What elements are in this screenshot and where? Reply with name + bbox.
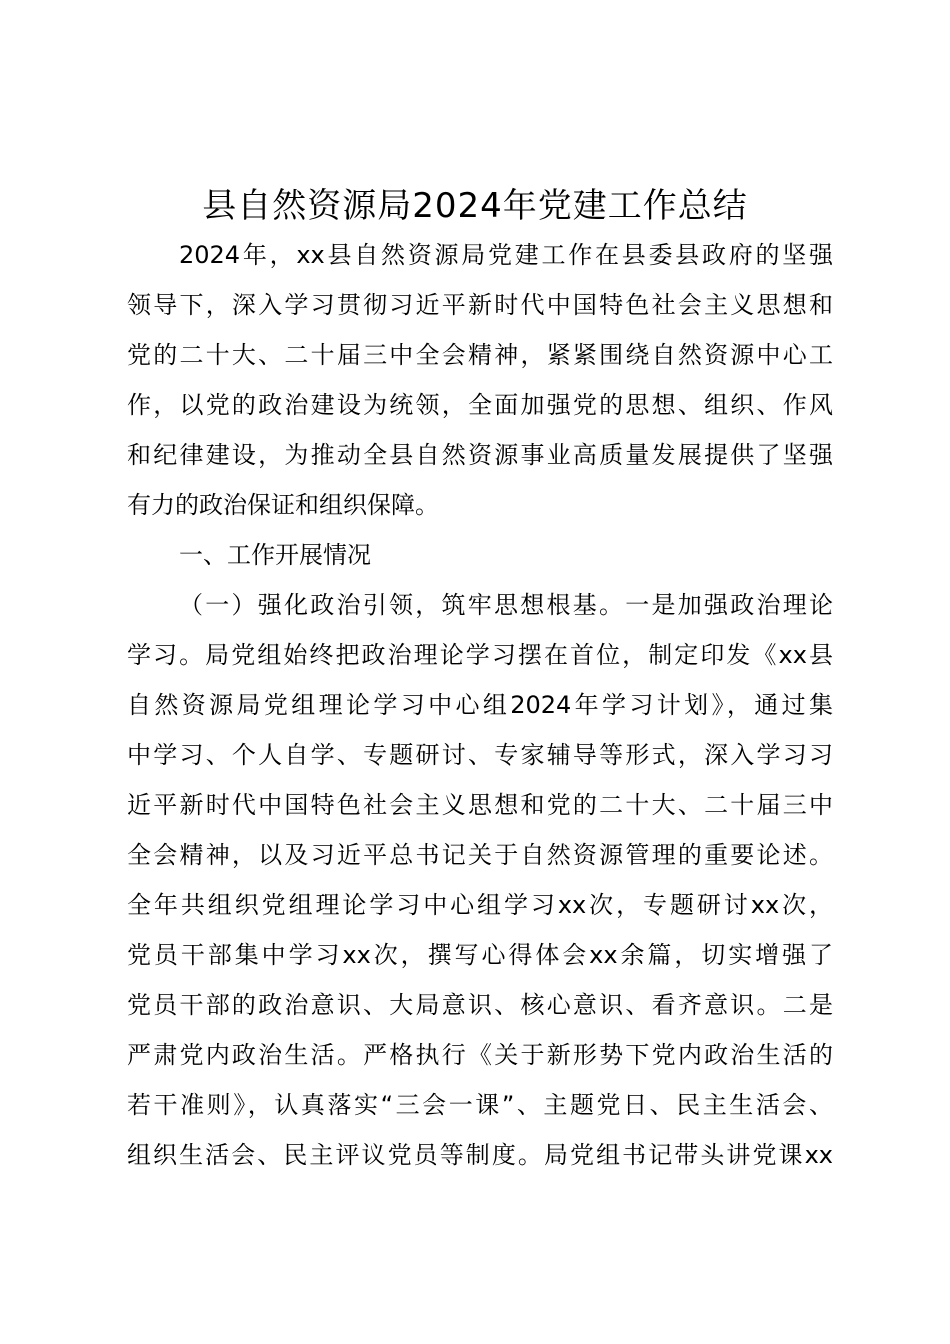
paragraph-line: 领导下，深入学习贯彻习近平新时代中国特色社会主义思想和 xyxy=(127,291,833,319)
paragraph-line: 近平新时代中国特色社会主义思想和党的二十大、二十届三中 xyxy=(127,791,833,819)
paragraph-line: 有力的政治保证和组织保障。 xyxy=(127,491,439,519)
paragraph-line: （一）强化政治引领，筑牢思想根基。一是加强政治理论 xyxy=(179,591,833,619)
paragraph-line: 全会精神，以及习近平总书记关于自然资源管理的重要论述。 xyxy=(127,841,833,869)
paragraph-line: 学习。局党组始终把政治理论学习摆在首位，制定印发《xx县 xyxy=(127,641,833,669)
section-heading: 一、工作开展情况 xyxy=(179,541,371,569)
paragraph-line: 自然资源局党组理论学习中心组2024年学习计划》，通过集 xyxy=(127,691,833,719)
paragraph-line: 组织生活会、民主评议党员等制度。局党组书记带头讲党课xx xyxy=(127,1141,833,1169)
paragraph-line: 2024年，xx县自然资源局党建工作在县委县政府的坚强 xyxy=(179,241,833,269)
paragraph-line: 全年共组织党组理论学习中心组学习xx次，专题研讨xx次， xyxy=(127,891,833,919)
paragraph-line: 党员干部的政治意识、大局意识、核心意识、看齐意识。二是 xyxy=(127,991,833,1019)
paragraph-line: 作，以党的政治建设为统领，全面加强党的思想、组织、作风 xyxy=(127,391,833,419)
paragraph-line: 中学习、个人自学、专题研讨、专家辅导等形式，深入学习习 xyxy=(127,741,833,769)
paragraph-line: 党员干部集中学习xx次，撰写心得体会xx余篇，切实增强了 xyxy=(127,941,833,969)
paragraph-line: 党的二十大、二十届三中全会精神，紧紧围绕自然资源中心工 xyxy=(127,341,833,369)
paragraph-line: 严肃党内政治生活。严格执行《关于新形势下党内政治生活的 xyxy=(127,1041,833,1069)
paragraph-line: 和纪律建设，为推动全县自然资源事业高质量发展提供了坚强 xyxy=(127,441,833,469)
paragraph-line: 若干准则》，认真落实“三会一课”、主题党日、民主生活会、 xyxy=(127,1091,833,1119)
document-title: 县自然资源局2024年党建工作总结 xyxy=(202,186,748,226)
